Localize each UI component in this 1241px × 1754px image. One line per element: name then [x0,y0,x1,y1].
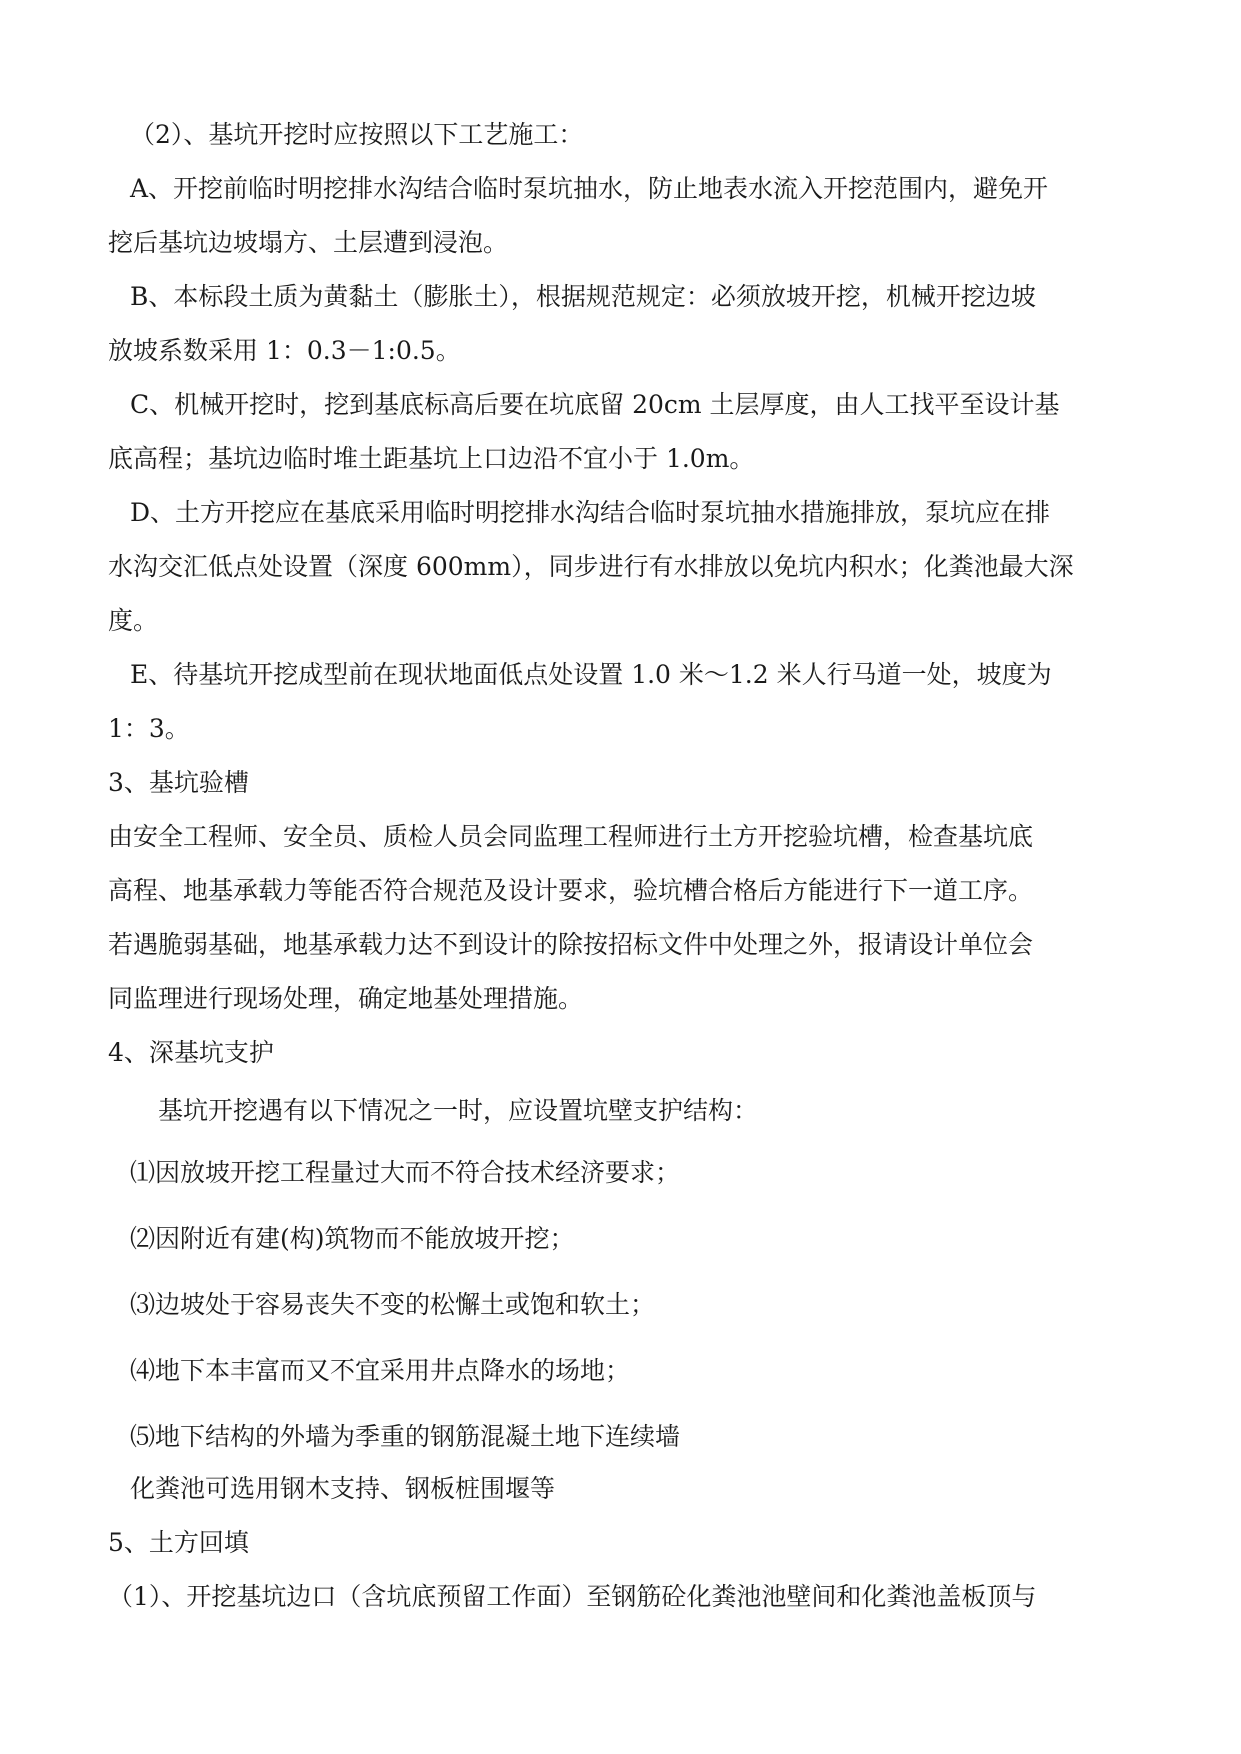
paragraph-line: 度。 [108,606,159,635]
paragraph-line: 高程、地基承载力等能否符合规范及设计要求，验坑槽合格后方能进行下一道工序。 [108,876,1034,905]
list-item: ⑵因附近有建(构)筑物而不能放坡开挖； [130,1224,575,1253]
paragraph-line: 水沟交汇低点处设置（深度 600mm），同步进行有水排放以免坑内积水；化粪池最大深 [108,552,1074,581]
paragraph-line: 同监理进行现场处理，确定地基处理措施。 [108,984,584,1013]
paragraph-line: （1）、开挖基坑边口（含坑底预留工作面）至钢筋砼化粪池池壁间和化粪池盖板顶与 [108,1582,1037,1611]
list-item: ⑸地下结构的外墙为季重的钢筋混凝土地下连续墙 [130,1422,681,1451]
section-heading: 3、基坑验槽 [108,768,249,797]
paragraph-line: B、本标段土质为黄黏土（膨胀土），根据规范规定：必须放坡开挖，机械开挖边坡 [130,282,1036,311]
list-item: ⑴因放坡开挖工程量过大而不符合技术经济要求； [130,1158,681,1187]
paragraph-line: 基坑开挖遇有以下情况之一时，应设置坑壁支护结构： [158,1096,759,1125]
list-item: ⑶边坡处于容易丧失不变的松懈土或饱和软土； [130,1290,656,1319]
paragraph-line: 若遇脆弱基础，地基承载力达不到设计的除按招标文件中处理之外，报请设计单位会 [108,930,1034,959]
section-heading: 5、土方回填 [108,1528,249,1557]
paragraph-line: 由安全工程师、安全员、质检人员会同监理工程师进行土方开挖验坑槽，检查基坑底 [108,822,1034,851]
paragraph-line: 挖后基坑边坡塌方、土层遭到浸泡。 [108,228,509,257]
paragraph-line: 放坡系数采用 1：0.3－1:0.5。 [108,336,461,365]
paragraph-line: 底高程；基坑边临时堆土距基坑上口边沿不宜小于 1.0m。 [108,444,755,473]
paragraph-line: E、待基坑开挖成型前在现状地面低点处设置 1.0 米～1.2 米人行马道一处，坡度为 [130,660,1052,689]
section-heading: 4、深基坑支护 [108,1038,274,1067]
paragraph-line: D、土方开挖应在基底采用临时明挖排水沟结合临时泵坑抽水措施排放，泵坑应在排 [130,498,1051,527]
paragraph-line: （2）、基坑开挖时应按照以下工艺施工： [130,120,584,149]
paragraph-line: A、开挖前临时明挖排水沟结合临时泵坑抽水，防止地表水流入开挖范围内，避免开 [130,174,1049,203]
paragraph-line: 1：3。 [108,714,190,743]
list-item: ⑷地下本丰富而又不宜采用井点降水的场地； [130,1356,631,1385]
paragraph-line: 化粪池可选用钢木支持、钢板桩围堰等 [130,1474,556,1503]
paragraph-line: C、机械开挖时，挖到基底标高后要在坑底留 20cm 土层厚度，由人工找平至设计基 [130,390,1060,419]
